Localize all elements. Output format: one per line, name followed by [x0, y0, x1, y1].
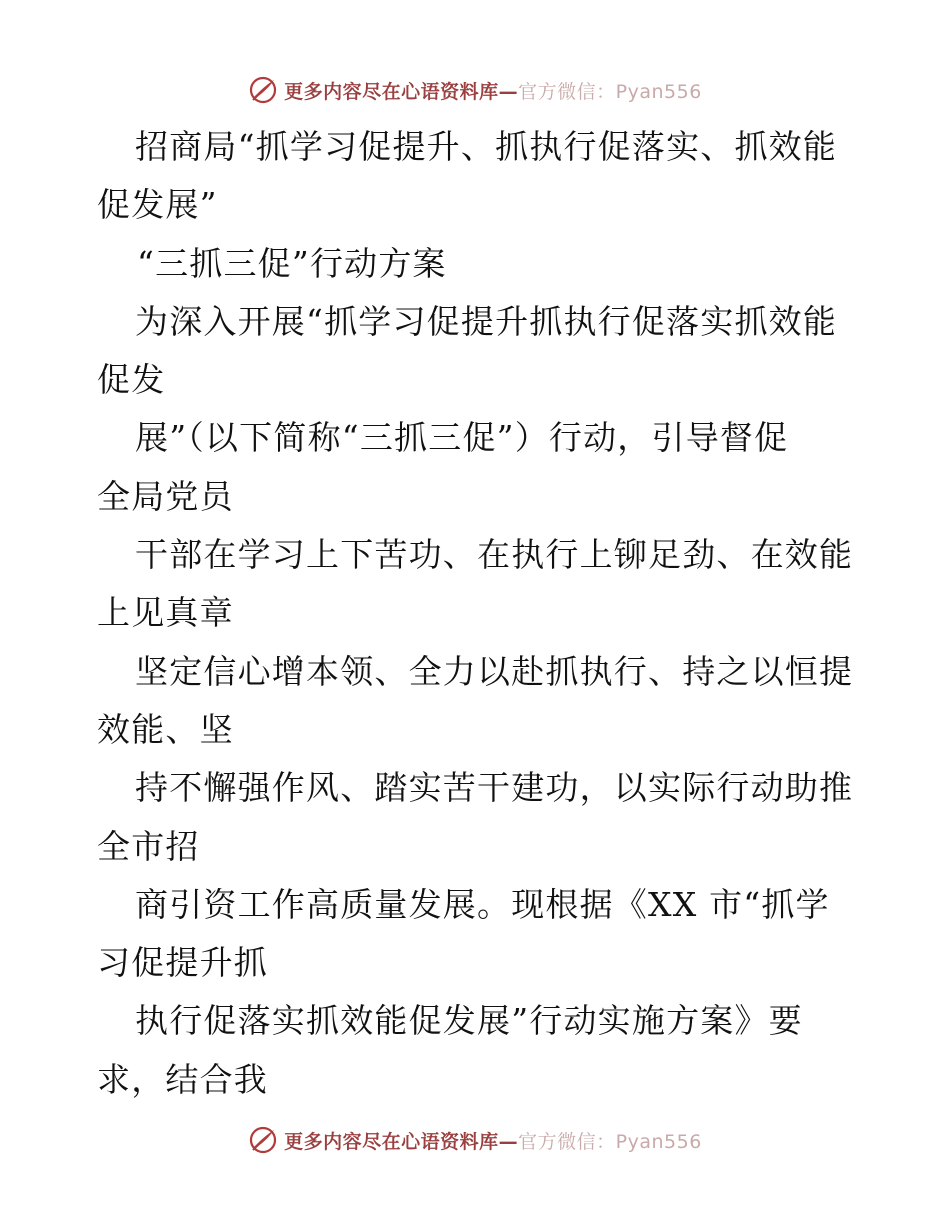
header-watermark: [0, 70, 950, 110]
body-line: 全局党员: [97, 476, 234, 516]
watermark-site-text: 更多内容尽在心语资料库—: [284, 1130, 519, 1153]
title-line-1: 招商局“抓学习促提升、抓执行促落实、抓效能: [135, 127, 838, 166]
body-line: 全市招: [97, 826, 200, 866]
watermark-text: [284, 77, 702, 104]
body-line: 促发: [97, 360, 166, 400]
watermark-site-text: 更多内容尽在心语资料库—: [284, 80, 519, 103]
title-line-2: 促发展”: [97, 185, 218, 225]
watermark-wechat-text: 官方微信：Pyan556: [518, 1130, 702, 1153]
feather-pen-seal-icon: [248, 1125, 278, 1155]
body-line: 求，结合我: [97, 1059, 268, 1099]
document-body: [97, 118, 857, 1109]
body-line: 干部在学习上下苦功、在执行上铆足劲、在效能: [135, 535, 854, 575]
feather-pen-seal-icon: [248, 75, 278, 105]
body-line: 坚定信心增本领、全力以赴抓执行、持之以恒提: [135, 651, 854, 691]
body-line: 执行促落实抓效能促发展”行动实施方案》要: [135, 1001, 803, 1041]
subtitle-line: “三抓三促”行动方案: [137, 243, 447, 283]
watermark-wechat-text: 官方微信：Pyan556: [518, 80, 702, 103]
body-line: 为深入开展“抓学习促提升抓执行促落实抓效能: [135, 301, 838, 341]
body-line: 展”（以下简称“三抓三促”）行动，引导督促: [135, 418, 789, 458]
body-line: 持不懈强作风、踏实苦干建功，以实际行动助推: [135, 768, 854, 808]
watermark-text: [284, 1127, 702, 1154]
footer-watermark: [0, 1120, 950, 1160]
body-line: 上见真章: [97, 593, 234, 633]
body-line: 效能、坚: [97, 709, 234, 749]
body-line: 商引资工作高质量发展。现根据《XX 市“抓学: [135, 884, 830, 924]
body-line: 习促提升抓: [97, 943, 268, 983]
